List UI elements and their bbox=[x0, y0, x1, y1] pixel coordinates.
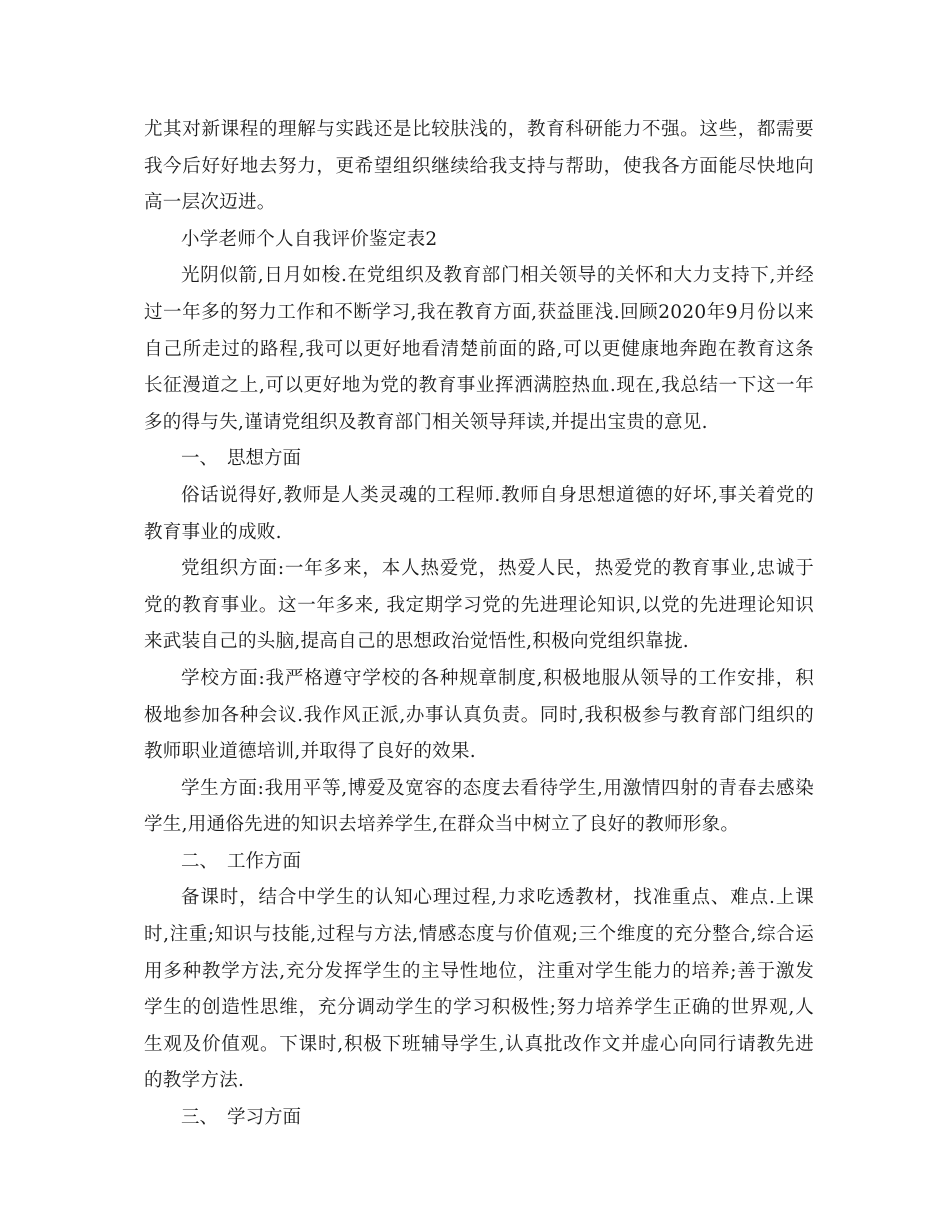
heading-text: 学习方面 bbox=[227, 1107, 302, 1129]
paragraph-intro: 光阴似箭,日月如梭.在党组织及教育部门相关领导的关怀和大力支持下,并经过一年多的努力工作和不断学习,我在教育方面,获益匪浅.回顾2020年9月份以来自己所走过的路程,我可以更好地看清楚前面的路,可以更健康地奔跑在教育这条长征漫道之上,可以更好地为党的教育事业挥洒满腔热血.现在,我总结一下这一年多的得与失,谨请党组织及教育部门相关领导拜读,并提出宝贵的意见. bbox=[144, 265, 814, 433]
paragraph-closing-previous: 尤其对新课程的理解与实践还是比较肤浅的，教育科研能力不强。这些，都需要我今后好好地去努力，更希望组织继续给我支持与帮助，使我各方面能尽快地向高一层次迈进。 bbox=[144, 119, 814, 214]
paragraph-thought-intro: 俗话说得好,教师是人类灵魂的工程师.教师自身思想道德的好坏,事关着党的教育事业的成败. bbox=[144, 484, 814, 543]
heading-number: 二、 bbox=[181, 850, 219, 872]
document-body bbox=[144, 112, 814, 1137]
heading-study bbox=[144, 1100, 814, 1137]
heading-work bbox=[144, 844, 814, 881]
heading-text: 思想方面 bbox=[227, 448, 302, 470]
paragraph-school: 学校方面:我严格遵守学校的各种规章制度,积极地服从领导的工作安排，积极地参加各种会议.我作风正派,办事认真负责。同时,我积极参与教育部门组织的教师职业道德培训,并取得了良好的效果. bbox=[144, 667, 814, 763]
heading-text: 工作方面 bbox=[227, 850, 302, 872]
heading-number: 一、 bbox=[181, 448, 219, 470]
heading-thought bbox=[144, 441, 814, 478]
paragraph-party: 党组织方面:一年多来，本人热爱党，热爱人民，热爱党的教育事业,忠诚于党的教育事业。这一年多来, 我定期学习党的先进理论知识,以党的先进理论知识来武装自己的头脑,提高自己的思想政治觉悟性,积极向党组织靠拢. bbox=[144, 558, 814, 653]
section-title: 小学老师个人自我评价鉴定表2 bbox=[181, 228, 438, 250]
heading-number: 三、 bbox=[181, 1107, 219, 1129]
paragraph-work: 备课时，结合中学生的认知心理过程,力求吃透教材，找准重点、难点.上课时,注重;知识与技能,过程与方法,情感态度与价值观;三个维度的充分整合,综合运用多种教学方法,充分发挥学生的主导性地位，注重对学生能力的培养;善于激发学生的创造性思维，充分调动学生的学习积极性;努力培养学生正确的世界观,人生观及价值观。下课时,积极下班辅导学生,认真批改作文并虚心向同行请教先进的教学方法. bbox=[144, 887, 814, 1092]
paragraph-students: 学生方面:我用平等,博爱及宽容的态度去看待学生,用激情四射的青春去感染学生,用通俗先进的知识去培养学生,在群众当中树立了良好的教师形象。 bbox=[144, 777, 814, 836]
